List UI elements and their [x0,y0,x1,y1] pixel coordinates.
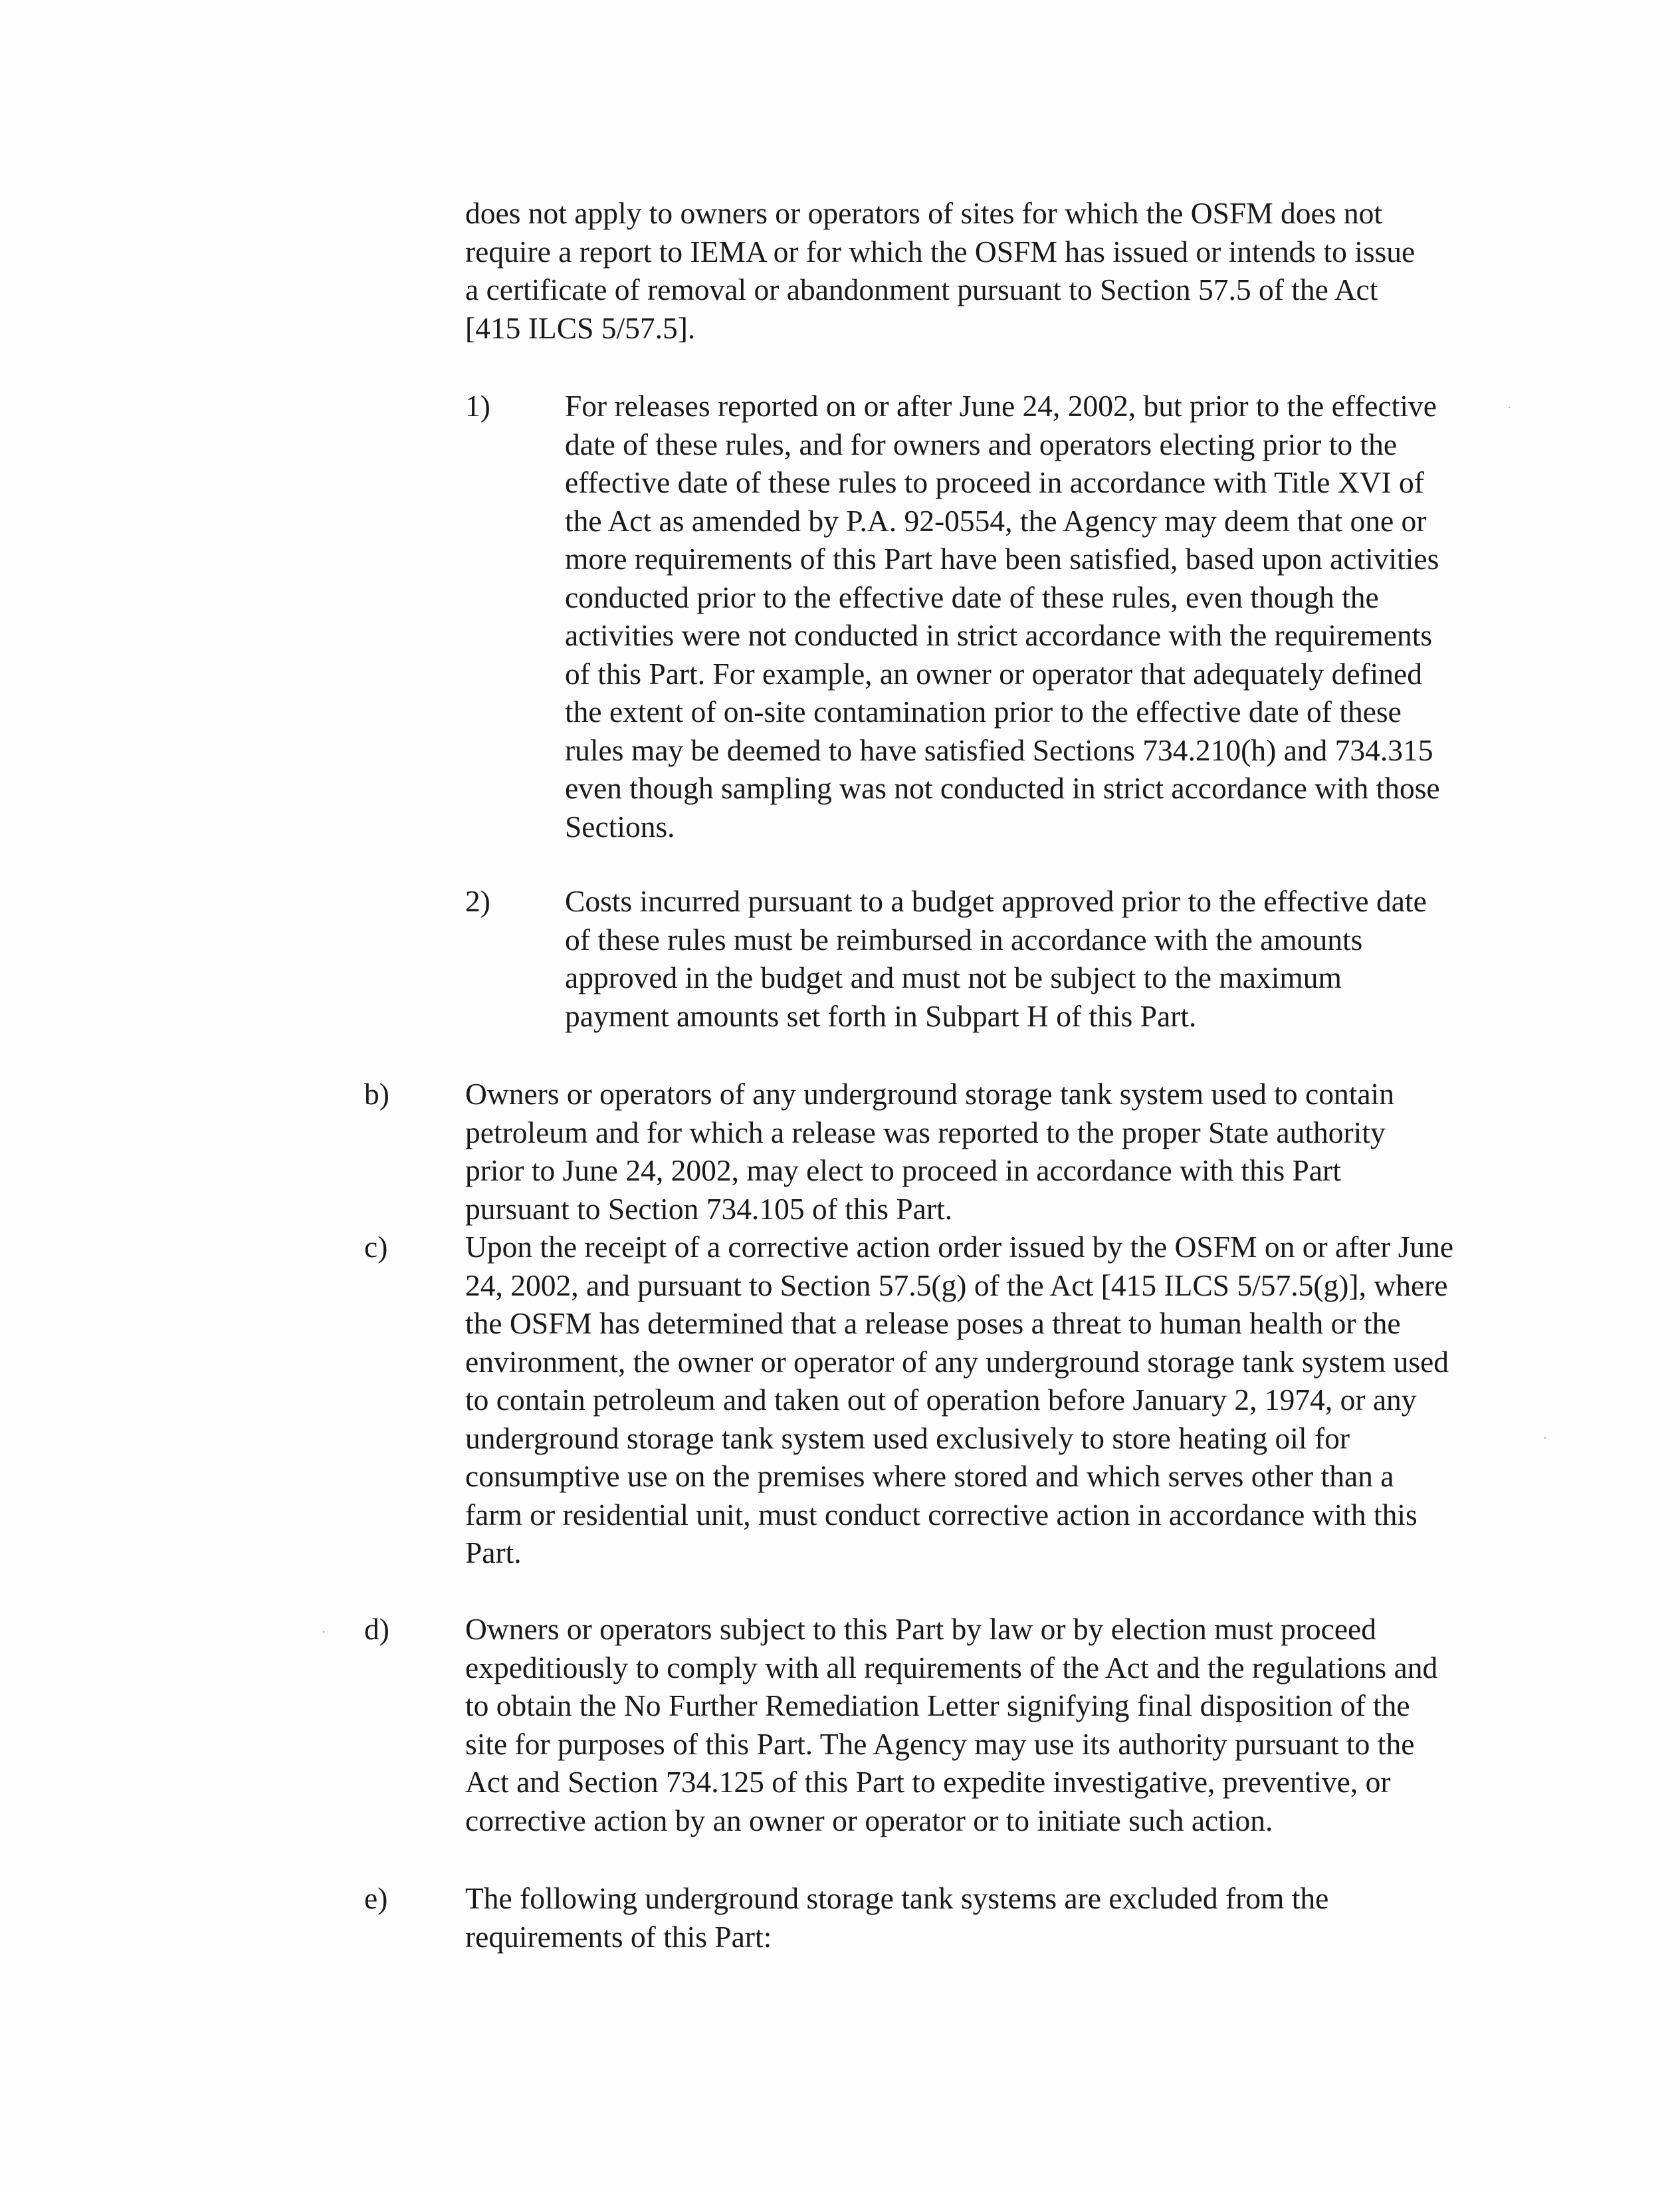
text-line: Owners or operators subject to this Part by law or by election must proceed [465,1612,1376,1646]
text-line: 24, 2002, and pursuant to Section 57.5(g) of the Act [415 ILCS 5/57.5(g)], where [465,1268,1448,1302]
item-label-b: b) [364,1077,389,1111]
text-line: site for purposes of this Part. The Agency may use its authority pursuant to the [465,1726,1415,1761]
intro-paragraph [465,194,1502,347]
text-line: of these rules must be reimbursed in accordance with the amounts [565,922,1363,957]
text-line: Owners or operators of any underground storage tank system used to contain [465,1077,1394,1111]
text-line: effective date of these rules to proceed in accordance with Title XVI of [565,465,1424,499]
text-line: rules may be deemed to have satisfied Sections 734.210(h) and 734.315 [565,733,1433,767]
text-line: corrective action by an owner or operator or to initiate such action. [465,1803,1273,1837]
text-line: to contain petroleum and taken out of operation before January 2, 1974, or any [465,1383,1417,1417]
scan-speck: · [1507,401,1511,414]
text-line: does not apply to owners or operators of sites for which the OSFM does not [465,196,1382,230]
text-line: Act and Section 734.125 of this Part to expedite investigative, preventive, or [465,1765,1391,1799]
text-line: expeditiously to comply with all requirements of the Act and the regulations and [465,1650,1438,1684]
text-line: date of these rules, and for owners and operators electing prior to the [565,427,1398,461]
subsection-label-2: 2) [465,884,490,918]
text-line: approved in the budget and must not be subject to the maximum [565,961,1342,994]
text-line: more requirements of this Part have been satisfied, based upon activities [565,542,1439,576]
text-line: require a report to IEMA or for which the OSFM has issued or intends to issue [465,234,1416,269]
text-line: Part. [465,1536,522,1569]
text-line: activities were not conducted in strict accordance with the requirements [565,618,1433,652]
text-line: conducted prior to the effective date of these rules, even though the [565,580,1379,614]
subsection-body-2 [565,882,1522,1035]
text-line: [415 ILCS 5/57.5]. [465,310,696,345]
text-line: The following underground storage tank systems are excluded from the [465,1881,1329,1915]
text-line: to obtain the No Further Remediation Letter signifying final disposition of the [465,1688,1410,1722]
item-body-e [465,1879,1482,1956]
text-line: For releases reported on or after June 24, 2002, but prior to the effective [565,389,1437,423]
text-line: environment, the owner or operator of any underground storage tank system used [465,1344,1449,1379]
text-line: payment amounts set forth in Subpart H of this Part. [565,998,1197,1033]
text-line: the Act as amended by P.A. 92-0554, the Agency may deem that one or [565,503,1427,538]
text-line: prior to June 24, 2002, may elect to proceed in accordance with this Part [465,1153,1341,1187]
item-body-d [465,1610,1482,1839]
item-body-b [465,1075,1482,1228]
item-label-d: d) [364,1612,389,1646]
text-line: Upon the receipt of a corrective action order issued by the OSFM on or after June [465,1230,1454,1264]
text-line: Costs incurred pursuant to a budget approved prior to the effective date [565,884,1427,918]
subsection-label-1: 1) [465,389,490,423]
text-line: petroleum and for which a release was reported to the proper State authority [465,1115,1386,1149]
text-line: consumptive use on the premises where stored and which serves other than a [465,1459,1394,1493]
text-line: Sections. [565,809,675,844]
scan-speck: · [1543,1431,1547,1444]
text-line: farm or residential unit, must conduct corrective action in accordance with this [465,1497,1418,1532]
text-line: the extent of on-site contamination prior to the effective date of these [565,695,1402,729]
text-line: underground storage tank system used exclusively to store heating oil for [465,1421,1350,1455]
text-line: requirements of this Part: [465,1919,772,1954]
item-body-c [465,1228,1482,1572]
scan-speck: · [322,1625,326,1639]
text-line: even though sampling was not conducted in strict accordance with those [565,771,1440,805]
text-line: the OSFM has determined that a release poses a threat to human health or the [465,1306,1401,1340]
text-line: of this Part. For example, an owner or operator that adequately defined [565,656,1422,691]
text-line: pursuant to Section 734.105 of this Part. [465,1191,952,1226]
item-label-c: c) [364,1230,388,1264]
item-label-e: e) [364,1881,388,1915]
text-line: a certificate of removal or abandonment pursuant to Section 57.5 of the Act [465,273,1378,306]
subsection-body-1 [565,387,1522,846]
